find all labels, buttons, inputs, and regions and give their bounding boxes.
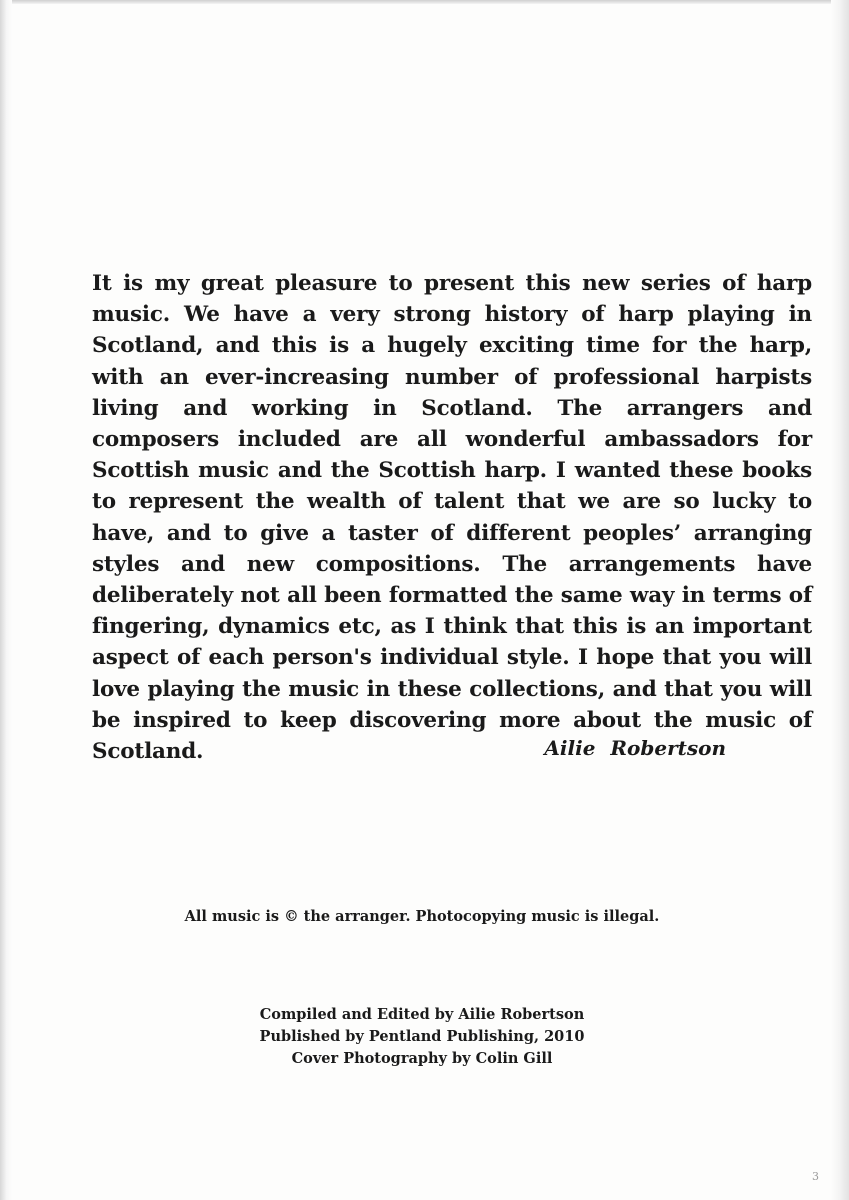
page-number: 3 <box>812 1170 819 1183</box>
credit-publisher: Published by Pentland Publishing, 2010 <box>259 1028 585 1045</box>
author-signature: Ailie Robertson <box>544 736 726 760</box>
foreword-paragraph: It is my great pleasure to present this new series of harp music. We have a very strong history of harp playing in Scotland, and this is a hugely exciting time for the harp, with an ever-increasing number of professional harpists living and working in Scotland. The arrangers and composers included are all wonderful ambassadors for Scottish music and the Scottish harp. I wanted these books to represent the wealth of talent that we are so lucky to have, and to give a taster of different peoples’ arranging styles and new compositions. The arrangements have deliberately not all been formatted the same way in terms of fingering, dynamics etc, as I think that this is an important aspect of each person's individual style. I hope that you will love playing the music in these collections, and that you will be inspired to keep discovering more about the music of Scotland. <box>92 271 812 765</box>
credit-compiled: Compiled and Edited by Ailie Robertson <box>259 1006 585 1023</box>
credits-block <box>222 1004 622 1070</box>
credit-photography: Cover Photography by Colin Gill <box>291 1050 553 1067</box>
copyright-notice: All music is © the arranger. Photocopying music is illegal. <box>184 908 660 925</box>
page-top-edge <box>0 0 849 4</box>
page-left-edge <box>0 0 12 1200</box>
page-right-edge <box>831 0 849 1200</box>
